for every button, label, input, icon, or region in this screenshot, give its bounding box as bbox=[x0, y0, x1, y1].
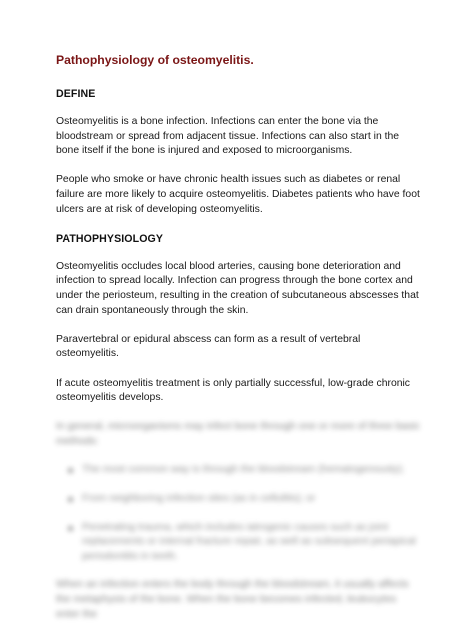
blurred-intro-paragraph: In general, microorganisms may infect bone through one or more of three basic methods: bbox=[56, 421, 420, 447]
list-item bbox=[56, 463, 420, 478]
bullet-dot-icon bbox=[68, 497, 73, 502]
pathophysiology-paragraph-3: If acute osteomyelitis treatment is only partially successful, low-grade chronic osteomyelitis develops. bbox=[56, 377, 411, 404]
define-paragraph-2: People who smoke or have chronic health issues such as diabetes or renal failure are more likely to acquire osteomyelitis. Diabetes patients who have foot ulcers are at risk of developing osteomyelitis. bbox=[56, 174, 420, 215]
blurred-closing-paragraph: When an infection enters the body through the bloodstream, it usually affects the metaphysis of the bone. When the bone becomes infected, leukocytes enter the bbox=[56, 579, 409, 620]
blurred-preview-content bbox=[56, 420, 420, 622]
document-title: Pathophysiology of osteomyelitis. bbox=[56, 53, 254, 67]
list-item bbox=[56, 492, 420, 507]
document-content bbox=[56, 52, 420, 636]
bullet-dot-icon bbox=[68, 468, 73, 473]
list-item-text: Penetrating trauma, which includes iatrogenic causes such as joint replacements or internal fracture repair, as well as subsequent periapical periodontitis in teeth. bbox=[82, 521, 416, 562]
list-item-text: From neighboring infection sites (as in cellulitis); or bbox=[82, 493, 316, 505]
list-item bbox=[56, 521, 420, 565]
pathophysiology-paragraph-1: Osteomyelitis occludes local blood arteries, causing bone deterioration and infection to spread locally. Infection can progress through the bone cortex and under the periosteum, resulting in the creation of subcutaneous abscesses that can drain spontaneously through the skin. bbox=[56, 260, 419, 316]
section-heading-define: DEFINE bbox=[56, 88, 96, 100]
bullet-dot-icon bbox=[68, 526, 73, 531]
define-paragraph-1: Osteomyelitis is a bone infection. Infections can enter the bone via the bloodstream or spread from adjacent tissue. Infections can also start in the bone itself if the bone is injured and exposed to microorganisms. bbox=[56, 116, 400, 157]
blurred-bullet-list bbox=[56, 463, 420, 564]
list-item-text: The most common way is through the bloodstream (hematogenously); bbox=[82, 464, 405, 476]
pathophysiology-paragraph-2: Paravertebral or epidural abscess can form as a result of vertebral osteomyelitis. bbox=[56, 333, 361, 360]
section-heading-pathophysiology: PATHOPHYSIOLOGY bbox=[56, 232, 164, 245]
